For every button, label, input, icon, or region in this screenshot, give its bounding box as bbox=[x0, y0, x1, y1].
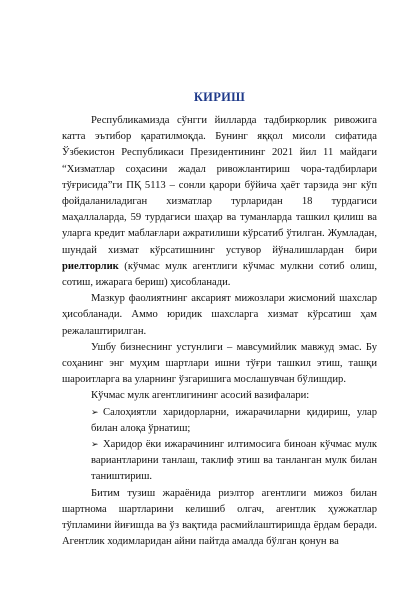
text-segment: Ушбу бизнеснинг устунлиги – мавсумийлик мавжуд эмас. Бу соҳанинг энг муҳим шартлари ишни тўғри ташкил этиш, ташқи шароитларга ва уларнинг ўзгаришига мослашувчан бўлишдир. bbox=[62, 341, 377, 386]
text-segment: (кўчмас мулк агентлиги кўчмас мулкни сотиб олиш, сотиш, ижарага бериш) ҳисобланади. bbox=[62, 260, 377, 289]
body-text bbox=[62, 113, 377, 550]
bold-term: риелторлик bbox=[62, 260, 119, 272]
text-segment: Харидор ёки ижарачининг илтимосига биноан кўчмас мулк вариантларини танлаш, таклиф этиш ва танланган мулк билан таништириш. bbox=[91, 439, 377, 483]
arrow-right-bullet-icon: ➢ bbox=[91, 407, 99, 418]
document-page bbox=[62, 0, 377, 550]
text-segment: Кўчмас мулк агентлигининг асосий вазифалари: bbox=[91, 390, 310, 402]
bullet-item bbox=[62, 405, 377, 437]
paragraph bbox=[62, 486, 377, 551]
text-segment: Салоҳиятли харидорларни, ижарачиларни қидириш, улар билан алоқа ўрнатиш; bbox=[91, 406, 377, 434]
paragraph bbox=[62, 388, 377, 404]
text-segment: Мазкур фаолиятнинг аксарият мижозлари жисмоний шахслар ҳисобланади. Аммо юридик шахсларга хизмат кўрсатиш ҳам режалаштирилган. bbox=[62, 293, 377, 337]
text-segment: Республикамизда сўнгги йилларда тадбиркорлик ривожига катта эътибор қаратилмоқда. Бунинг яққол мисоли сифатида Ўзбекистон Республикаси Президентининг 2021 йил 11 майдаги “Хизматлар соҳасини жадал ривожлантириш чора-тадбирлари тўғрисида”ги ПҚ 5113 – сонли қарори бўйича ҳаёт тарзида энг кўп фойдаланиладиган хизматлар турларидан 18 турдагиси маҳаллаларда, 59 турдагиси шаҳар ва туманларда ташкил қилиш ва уларга кредит маблағлари ажратилиши кўрсатиб ўтилган. Жумладан, шундай хизмат кўрсатишнинг устувор йўналишлардан бири bbox=[62, 115, 377, 256]
arrow-right-bullet-icon: ➢ bbox=[91, 440, 99, 451]
paragraph bbox=[62, 291, 377, 340]
section-title: КИРИШ bbox=[193, 90, 246, 104]
bullet-item bbox=[62, 437, 377, 486]
text-segment: Битим тузиш жараёнида риэлтор агентлиги мижоз билан шартнома шартларини келишиб олгач, агентлик ҳужжатлар тўпламини йиғишда ва ўз вақтида расмийлаштиришда ёрдам беради. Агентлик ходимларидан айни пайтда амалда бўлган қонун ва bbox=[62, 487, 377, 548]
paragraph bbox=[62, 113, 377, 291]
paragraph bbox=[62, 340, 377, 389]
